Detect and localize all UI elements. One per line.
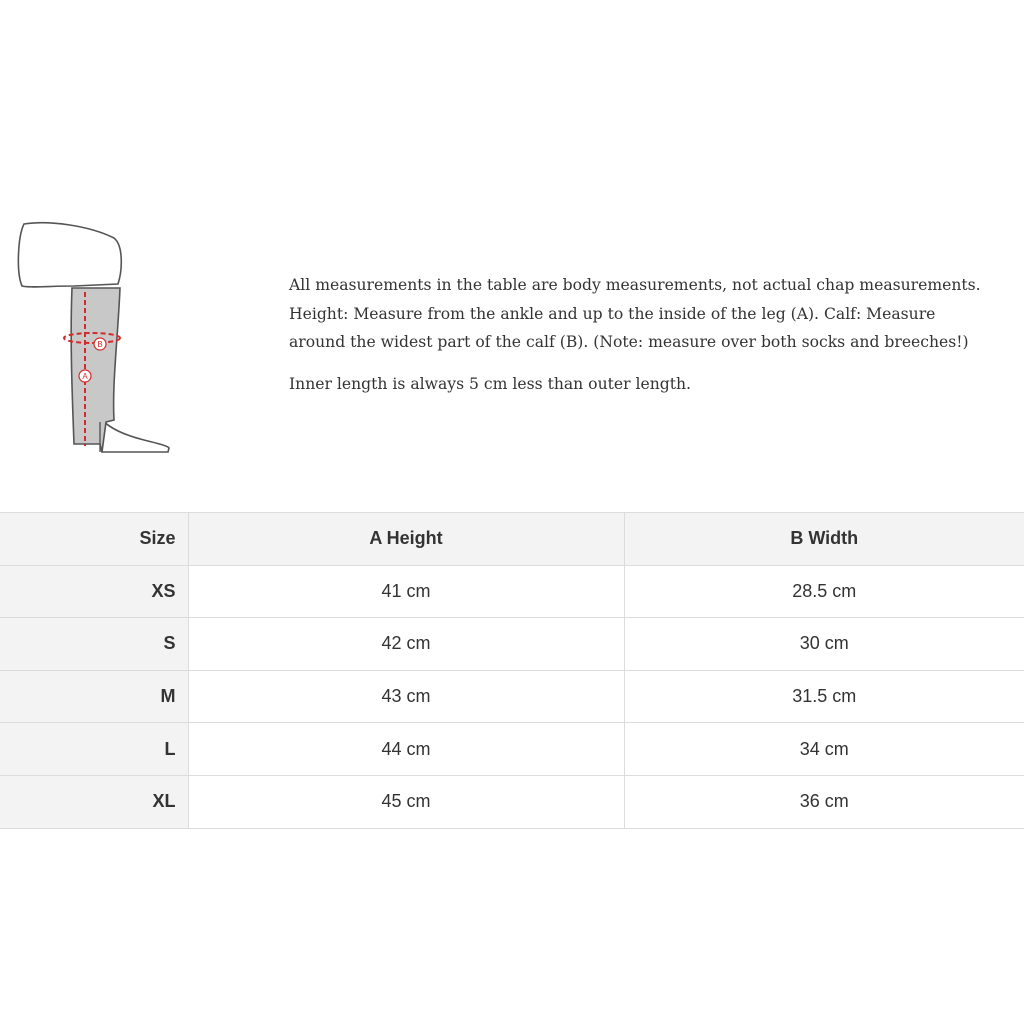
table-row bbox=[0, 775, 1024, 828]
description-line: All measurements in the table are body measurements, not actual chap measurements. bbox=[289, 276, 981, 294]
size-cell: S bbox=[0, 618, 188, 671]
width-cell: 34 cm bbox=[624, 723, 1024, 776]
table-header-row bbox=[0, 513, 1024, 566]
size-cell: XL bbox=[0, 775, 188, 828]
size-cell: L bbox=[0, 723, 188, 776]
table-row bbox=[0, 670, 1024, 723]
label-b-text: B bbox=[97, 340, 103, 349]
inner-length-note: Inner length is always 5 cm less than outer length. bbox=[289, 374, 692, 393]
table-row bbox=[0, 618, 1024, 671]
header-size: Size bbox=[0, 513, 188, 566]
thigh-outline bbox=[18, 223, 121, 287]
width-cell: 28.5 cm bbox=[624, 565, 1024, 618]
height-cell: 44 cm bbox=[188, 723, 624, 776]
height-cell: 42 cm bbox=[188, 618, 624, 671]
label-a-text: A bbox=[82, 372, 88, 381]
height-cell: 45 cm bbox=[188, 775, 624, 828]
size-cell: M bbox=[0, 670, 188, 723]
foot-outline bbox=[102, 420, 169, 452]
header-b-width: B Width bbox=[624, 513, 1024, 566]
leg-measurement-illustration bbox=[10, 216, 180, 461]
width-cell: 36 cm bbox=[624, 775, 1024, 828]
size-chart-table bbox=[0, 512, 1024, 829]
height-cell: 41 cm bbox=[188, 565, 624, 618]
width-cell: 31.5 cm bbox=[624, 670, 1024, 723]
description-line: Height: Measure from the ankle and up to the inside of the leg (A). Calf: Measure bbox=[289, 304, 936, 323]
description-line: around the widest part of the calf (B). (Note: measure over both socks and breeches!) bbox=[289, 333, 969, 351]
size-cell: XS bbox=[0, 565, 188, 618]
measurement-description bbox=[289, 271, 1009, 398]
height-cell: 43 cm bbox=[188, 670, 624, 723]
header-a-height: A Height bbox=[188, 513, 624, 566]
width-cell: 30 cm bbox=[624, 618, 1024, 671]
table-row bbox=[0, 723, 1024, 776]
table-row bbox=[0, 565, 1024, 618]
